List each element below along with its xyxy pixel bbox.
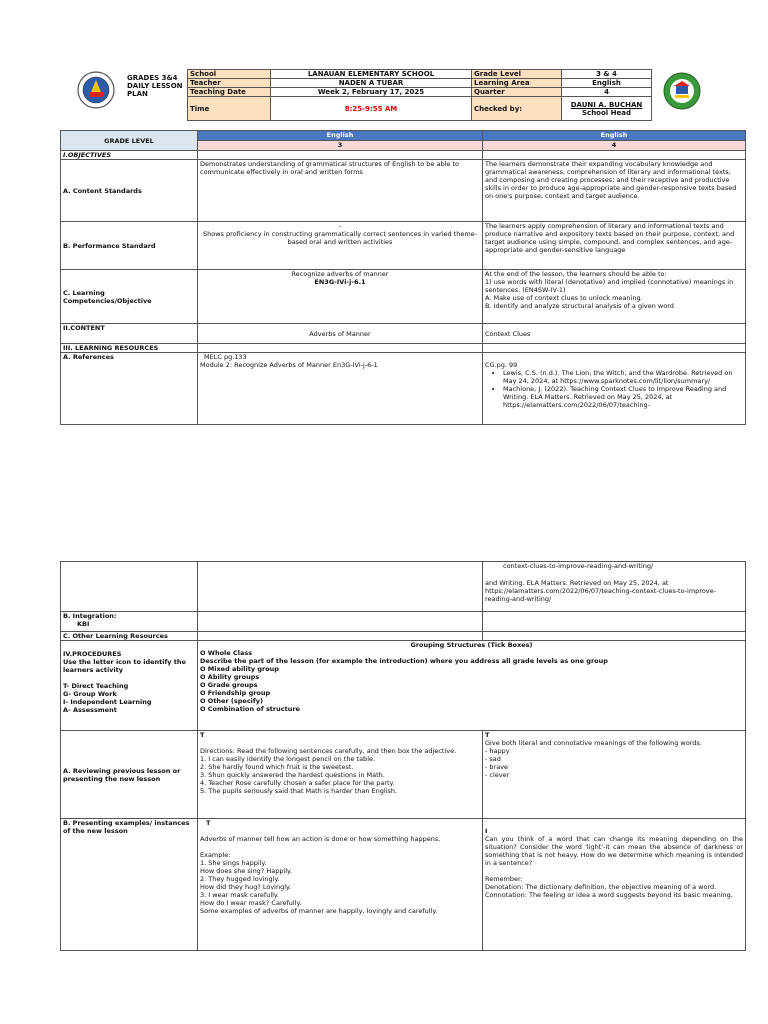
title-line-2: DAILY LESSON: [127, 82, 183, 90]
reference-module: Module 2: Recognize Adverbs of Manner En3G-IVi-j-6-1: [200, 361, 378, 369]
presenting-line: Can you think of a word that can change its meaning depending on the situation? Consider the word 'light'-it can mean the absence of darkness or something that is not heavy. How do we determine which meaning is intended in a sentence?: [485, 835, 743, 867]
activity-icon: I: [485, 827, 488, 835]
review-grade3: [198, 731, 483, 819]
reference-item: • Machione, J. (2022). Teaching Context Clues to Improve Reading and Writing. ELA Matters. Retrieved on May 25, 2024, at https://elamatters.com/2022/06/07/teaching-: [503, 385, 743, 409]
review-line: Directions: Read the following sentences carefully, and then box the adjective.: [200, 747, 457, 755]
review-line: - brave: [485, 763, 509, 771]
grouping-grade: O Grade groups: [200, 681, 258, 689]
learning-area-label: Learning Area: [472, 79, 562, 88]
grade-level-header: GRADE LEVEL: [61, 131, 198, 151]
competencies-grade3: [198, 270, 483, 324]
page-1: [0, 66, 768, 436]
presenting-line: Some examples of adverbs of manner are happily, lovingly and carefully.: [200, 907, 438, 915]
references-grade3: [198, 353, 483, 425]
presenting-line: Denotation: The dictionary definition, the objective meaning of a word.: [485, 883, 717, 891]
deped-seal-icon: [74, 70, 118, 110]
presenting-line: [485, 867, 743, 875]
school-seal-icon: [661, 71, 703, 111]
integration-sub: KBI: [77, 620, 90, 628]
content-standards-label: A. Content Standards: [61, 160, 198, 222]
teacher-label: Teacher: [188, 79, 271, 88]
reference-cont-1: context-clues-to-improve-reading-and-writing/: [503, 562, 654, 570]
legend-direct-teaching: T- Direct Teaching: [63, 682, 129, 690]
review-label: A. Reviewing previous lesson or presenting the new lesson: [61, 731, 198, 819]
learning-area-value: English: [562, 79, 652, 88]
grouping-combination: O Combination of structure: [200, 705, 300, 713]
grouping-friendship: O Friendship group: [200, 689, 271, 697]
review-line: 3. Shun quickly answered the hardest questions in Math.: [200, 771, 385, 779]
grouping-mixed: O Mixed ability group: [200, 665, 279, 673]
presenting-line: Remember:: [485, 875, 523, 883]
empty-cell: [61, 562, 198, 612]
competency-item-1: 1) use words with literal (denotative) and implied (connotative) meanings in sentences. (EN4SW-IV-1): [485, 278, 734, 294]
empty-cell: [483, 612, 746, 632]
objectives-section-label: I.OBJECTIVES: [61, 151, 198, 160]
references-label: A. References: [61, 353, 198, 425]
page-2: [0, 561, 768, 961]
legend-independent: I- Independent Learning: [63, 698, 152, 706]
reference-cg: CG.pg. 99: [485, 361, 518, 369]
quarter-label: Quarter: [472, 88, 562, 97]
activity-icon: T: [485, 731, 490, 739]
empty-cell: [483, 632, 746, 641]
objectives-table: [60, 130, 746, 425]
other-resources-label: C. Other Learning Resources: [61, 632, 198, 641]
presenting-line: Example:: [200, 851, 231, 859]
quarter-value: 4: [562, 88, 652, 97]
review-line: 4. Teacher Rose carefully chosen a safer place for the party.: [200, 779, 395, 787]
presenting-line: 2. They hugged lovingly.: [200, 875, 280, 883]
empty-cell: [198, 151, 483, 160]
presenting-line: How do I wear mask? Carefully.: [200, 899, 302, 907]
activity-icon: T: [206, 819, 211, 827]
empty-cell: [198, 632, 483, 641]
empty-cell: [198, 562, 483, 612]
integration-label-cell: [61, 612, 198, 632]
teaching-date-label: Teaching Date: [188, 88, 271, 97]
procedures-label-cell: [61, 641, 198, 731]
references-continued: [483, 562, 746, 612]
review-line: - sad: [485, 755, 501, 763]
review-line: 5. The pupils seriously said that Math is harder than English.: [200, 787, 398, 795]
school-value: LANAUAN ELEMENTARY SCHOOL: [271, 70, 472, 79]
procedures-sub: Use the letter icon to identify the learners activity: [63, 658, 186, 674]
grouping-description: Describe the part of the lesson (for example the introduction) where you address all grade levels as one group: [200, 657, 608, 665]
dash-mark: -: [338, 222, 342, 230]
empty-cell: [483, 151, 746, 160]
subject-grade4: English: [483, 131, 746, 141]
grouping-structures-cell: [198, 641, 746, 731]
review-line: - clever: [485, 771, 510, 779]
subject-grade3: English: [198, 131, 483, 141]
presenting-label: B. Presenting examples/ instances of the new lesson: [61, 819, 198, 951]
content-grade4: Context Clues: [483, 324, 746, 344]
reference-list: [485, 369, 743, 409]
presenting-line: How does she sing? Happily.: [200, 867, 293, 875]
presenting-grade3: [198, 819, 483, 951]
performance-standard-grade4: The learners apply comprehension of literary and informational texts and produce narrative and expository texts based on their purpose, context, and target audience using simple, compound, and complex sentences, and age-appropriate and gender-sensitive language: [483, 222, 746, 270]
content-standards-grade4: The learners demonstrate their expanding vocabulary knowledge and grammatical awareness, comprehension of literary and informational texts, and composing and creating processes; and their receptive and productive skills in order to produce age-appropriate and gender-responsive texts based on one's purpose, context and target audience.: [483, 160, 746, 222]
legend-group-work: G- Group Work: [63, 690, 117, 698]
lesson-plan-title: [127, 74, 183, 98]
checked-by-role: School Head: [582, 108, 631, 117]
integration-label: B. Integration:: [63, 612, 117, 620]
competency-item-a: A. Make use of context clues to unlock meaning.: [485, 294, 643, 302]
checked-by-label: Checked by:: [472, 97, 562, 121]
grade4-number: 4: [483, 141, 746, 151]
procedures-label: IV.PROCEDURES: [63, 650, 122, 658]
grouping-whole-class: O Whole Class: [200, 649, 253, 657]
reference-melc: MELC pg.133: [204, 353, 247, 361]
teaching-date-value: Week 2, February 17, 2025: [271, 88, 472, 97]
references-grade4: [483, 353, 746, 425]
checked-by-cell: [562, 97, 652, 121]
competencies-label: C. Learning Competencies/Objective: [61, 270, 198, 324]
title-line-1: GRADES 3&4: [127, 74, 178, 82]
header-info-table: [187, 69, 652, 121]
grade3-number: 3: [198, 141, 483, 151]
empty-cell: [198, 344, 483, 353]
time-label: Time: [188, 97, 271, 121]
presenting-line: Adverbs of manner tell how an action is done or how something happens.: [200, 835, 441, 843]
competency-code-grade3: EN3G-IVi-j-6.1: [314, 278, 366, 286]
presenting-line: 1. She sings happily.: [200, 859, 267, 867]
content-standards-grade3: Demonstrates understanding of grammatical structures of English to be able to communicate effectively in oral and written forms: [198, 160, 483, 222]
empty-cell: [198, 612, 483, 632]
presenting-line: [200, 843, 480, 851]
reference-item: • Lewis, C.S. (n.d.). The Lion, the Witch, and the Wardrobe. Retrieved on May 24, 2024, at https://www.sparknotes.com/lit/lion/summary/: [503, 369, 743, 385]
presenting-line: How did they hug? Lovingly.: [200, 883, 292, 891]
performance-standard-grade3: [198, 222, 483, 270]
activity-icon: T: [200, 731, 205, 739]
presenting-line: Connotation: The feeling or idea a word suggests beyond its basic meaning.: [485, 891, 733, 899]
procedures-table: [60, 561, 746, 951]
legend-assessment: A- Assessment: [63, 706, 117, 714]
competency-intro: At the end of the lesson, the learners should be able to:: [485, 270, 667, 278]
school-label: School: [188, 70, 271, 79]
competency-text-grade3: Recognize adverbs of manner: [291, 270, 389, 278]
presenting-line: 3. I wear mask carefully.: [200, 891, 279, 899]
grade-level-value: 3 & 4: [562, 70, 652, 79]
review-line: 1. I can easily identify the longest pencil on the table.: [200, 755, 376, 763]
grouping-title: Grouping Structures (Tick Boxes): [410, 641, 533, 649]
review-line: 2. She hardly found which fruit is the sweetest.: [200, 763, 354, 771]
competency-item-b: B. Identify and analyze structural analysis of a given word: [485, 302, 674, 310]
grouping-ability: O Ability groups: [200, 673, 260, 681]
review-grade4: [483, 731, 746, 819]
performance-standard-label: B. Performance Standard: [61, 222, 198, 270]
grade-level-label: Grade Level: [472, 70, 562, 79]
checked-by-name: DAUNI A. BUCHAN: [570, 100, 643, 109]
empty-cell: [483, 344, 746, 353]
grouping-other: O Other (specify): [200, 697, 263, 705]
competencies-grade4: [483, 270, 746, 324]
reference-cont-2: and Writing. ELA Matters. Retrieved on May 25, 2024, at https://elamatters.com/2022/06/07/teaching-context-clues-to-improve-reading-and-writing/: [485, 579, 716, 603]
presenting-grade4: [483, 819, 746, 951]
teacher-value: NADEN A TUBAR: [271, 79, 472, 88]
time-value: 8:25-9:55 AM: [271, 97, 472, 121]
content-grade3: Adverbs of Manner: [198, 324, 483, 344]
title-line-3: PLAN: [127, 90, 148, 98]
performance-text-grade3: Shows proficiency in constructing grammatically correct sentences in varied theme-based oral and written activities: [202, 230, 478, 246]
learning-resources-label: III. LEARNING RESOURCES: [61, 344, 198, 353]
review-line: Give both literal and connotative meanings of the following words.: [485, 739, 702, 747]
review-line: - happy: [485, 747, 510, 755]
content-label: II.CONTENT: [61, 324, 198, 344]
